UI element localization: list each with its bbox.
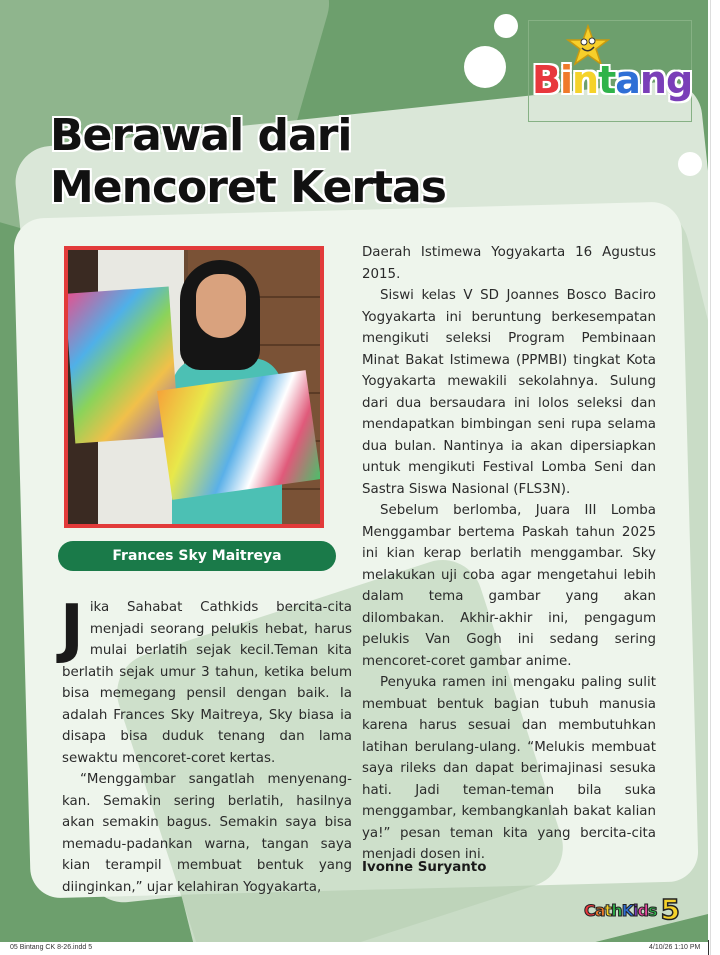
paragraph: Sebelum berlomba, Juara III Lomba Menggambar bertema Paskah tahun 2025 ini kian kerap berlatih menggambar. Sky melakukan uji coba agar mengetahui lebih dalam tema gambar yang akan dilombakan. Akhir-akhir ini, pengagum pelukis Van Gogh ini sedang sering mencoret-coret gambar anime. [362,503,656,669]
brand-logo [584,901,656,920]
paragraph: Siswi kelas V SD Joannes Bosco Baciro Yogyakarta ini beruntung berkesempatan mengikuti seleksi Program Pembinaan Minat Bakat Istimewa (PPMBI) tingkat Kota Yogyakarta mewakili sekolahnya. Sulung dari dua bersaudara ini lolos seleksi dan mendapatkan bimbingan seni rupa selama dua bulan. Nantinya ia akan dipersiapkan untuk mengikuti Festival Lomba Seni dan Sastra Siswa Nasional (FLS3N). [362,288,656,497]
drop-cap: J [60,592,84,666]
article-column-right [362,242,656,866]
decorative-dot [494,14,518,38]
logo-letter: n [639,58,666,102]
page-edge [710,0,711,955]
logo-letter: i [633,901,638,920]
logo-letter: C [584,901,595,920]
logo-letter: s [647,901,657,920]
logo-letter: d [637,901,648,920]
paragraph: Penyuka ramen ini mengaku paling sulit membuat bentuk bagian tubuh manusia karena harus sesuai dan membutuhkan latihan berulang-ulang. “Melukis membuat saya rileks dan dapat berimajinasi sesuka hati. Jadi teman-teman bila suka menggambar, kembangkanlah bakat kalian ya!” pesan teman kita yang bercita-cita menjadi dosen ini. [362,675,656,862]
crop-mark [708,940,709,955]
logo-letter: h [611,901,622,920]
paragraph: Daerah Istimewa Yogyakarta 16 Agustus 2015. [362,245,656,282]
logo-letter: n [572,58,599,102]
section-logo [532,58,692,102]
page-folio [584,893,680,926]
logo-letter: K [621,901,633,920]
logo-letter: B [532,58,560,102]
photo-detail [196,274,246,338]
title-line: Mencoret Kertas [50,162,446,213]
page-number: 5 [660,893,680,926]
logo-letter: g [665,58,693,102]
drawing-artwork [157,370,321,500]
paragraph: “Menggambar sangatlah menyenang-kan. Semakin sering berlatih, hasilnya akan semakin bagus. Semakin saya bisa memadu-padankan warna, tangan saya kian terampil membuat bentuk yang diinginkan,” ujar kelahiran Yogyakarta, [62,772,352,895]
article-photo [64,246,324,528]
logo-letter: t [604,901,612,920]
paragraph: ika Sahabat Cathkids bercita-cita menjadi seorang pelukis hebat, harus mulai berlatih sejak kecil.Teman kita berlatih sejak umur 3 tahun, ketika belum bisa memegang pensil dengan baik. Ia adalah Frances Sky Maitreya, Sky biasa ia disapa bisa duduk tenang dan lama sewaktu mencoret-coret kertas. [62,600,352,766]
article-title [50,110,446,214]
logo-letter: t [598,58,616,102]
decorative-dot [678,152,702,176]
article-column-left [60,592,352,898]
photo-caption: Frances Sky Maitreya [58,541,336,571]
author-byline: Ivonne Suryanto [362,860,487,875]
print-slug-file: 05 Bintang CK 8-26.indd 5 [10,944,93,951]
decorative-dot [464,46,506,88]
logo-letter: i [559,58,572,102]
title-line: Berawal dari [50,110,352,161]
print-slug-timestamp: 4/10/26 1:10 PM [649,944,701,951]
logo-letter: a [594,901,605,920]
logo-letter: a [615,58,640,102]
